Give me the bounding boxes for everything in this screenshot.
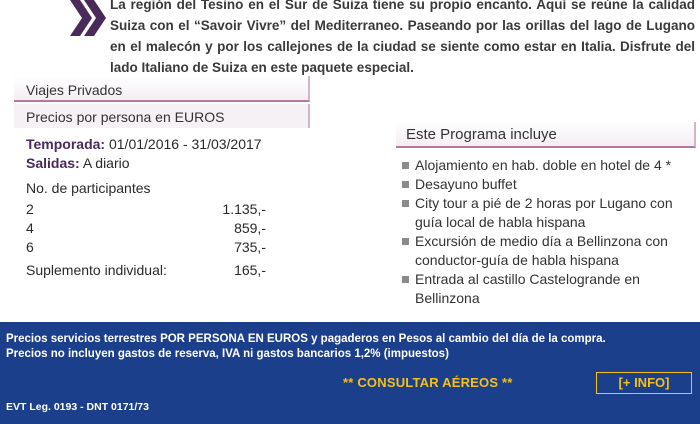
price-row-count: 2 [26, 201, 34, 217]
consultar-aereos-link[interactable]: ** CONSULTAR AÉREOS ** [343, 375, 513, 390]
salidas-label: Salidas: [26, 155, 80, 171]
price-row-value: 859,- [234, 220, 266, 236]
bullet-icon [402, 276, 409, 283]
more-info-button[interactable]: [+ INFO] [596, 372, 692, 394]
list-item [402, 156, 694, 175]
list-item [402, 194, 694, 232]
price-row-count: 4 [26, 220, 34, 236]
list-item-text: Alojamiento en hab. doble en hotel de 4 * [415, 157, 672, 173]
footer-bar [0, 322, 700, 424]
bullet-icon [402, 181, 409, 188]
footer-note-2: Precios no incluyen gastos de reserva, IVA ni gastos bancarios 1,2% (impuestos) [6, 348, 449, 360]
salidas-value: A diario [82, 155, 130, 171]
list-item [402, 175, 694, 194]
footer-note-1: Precios servicios terrestres POR PERSONA EN EUROS y pagaderos en Pesos al cambio del día de la compra. [6, 333, 606, 345]
list-item-text: Excursión de medio día a Bellinzona con conductor-guía de habla hispana [415, 233, 668, 268]
intro-paragraph: La región del Tesino en el Sur de Suiza tiene su propio encanto. Aquí se reúne la calidad Suiza con el “Savoir Vivre” del Mediterraneo. Paseando por las orillas del lago de Lugano en el malecón y por los callejones de la ciudad se siente como estar en Italia. Disfrute del lado Italiano de Suiza en este paquete especial. [110, 0, 695, 75]
price-row-count: 6 [26, 239, 34, 255]
list-item-text: Desayuno buffet [415, 176, 517, 192]
legal-note: EVT Leg. 0193 - DNT 0171/73 [6, 401, 149, 413]
list-item [402, 232, 694, 270]
suplemento-label: Suplemento individual: [26, 262, 167, 278]
bullet-icon [402, 238, 409, 245]
temporada-value: 01/01/2016 - 31/03/2017 [108, 136, 262, 152]
list-item-text: Entrada al castillo Castelogrande en Bellinzona [415, 271, 640, 306]
programa-title: Este Programa incluye [406, 126, 557, 143]
temporada-label: Temporada: [26, 136, 106, 152]
programa-list [402, 156, 694, 308]
salidas-line [26, 155, 130, 171]
price-row-value: 1.135,- [222, 201, 266, 217]
price-row-value: 735,- [234, 239, 266, 255]
bullet-icon [402, 200, 409, 207]
suplemento-value: 165,- [234, 262, 266, 278]
viajes-title: Viajes Privados [26, 82, 123, 98]
bullet-icon [402, 162, 409, 169]
list-item-text: City tour a pié de 2 horas por Lugano con guía local de habla hispana [415, 195, 673, 230]
chevron-right-icon [70, 0, 106, 36]
precios-label: Precios por persona en EUROS [26, 109, 225, 125]
list-item [402, 270, 694, 308]
participantes-label: No. de participantes [26, 180, 151, 196]
temporada-line [26, 136, 262, 152]
